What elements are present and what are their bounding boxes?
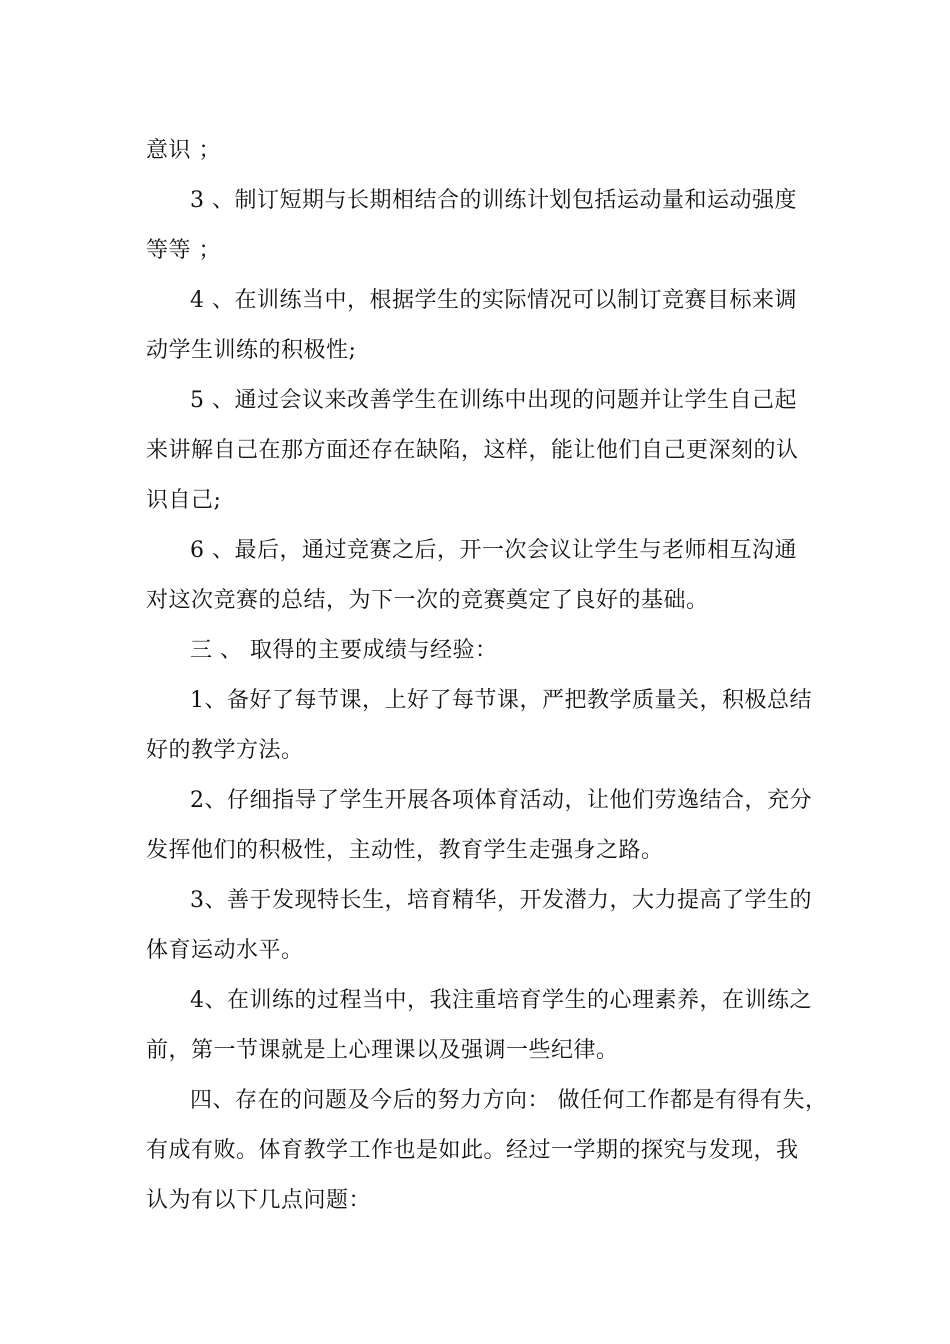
text-line: 好的教学方法。: [146, 738, 304, 763]
text-line: 3 、制订短期与长期相结合的训练计划包括运动量和运动强度: [190, 188, 797, 213]
text-line: 识自己;: [146, 488, 222, 513]
text-line: 体育运动水平。: [146, 938, 304, 963]
text-line: 1、备好了每节课，上好了每节课，严把教学质量关，积极总结: [190, 688, 812, 713]
text-line: 来讲解自己在那方面还存在缺陷，这样，能让他们自己更深刻的认: [146, 438, 799, 463]
text-line: 5 、通过会议来改善学生在训练中出现的问题并让学生自己起: [190, 388, 797, 413]
text-line: 意识 ；: [146, 138, 221, 163]
text-line: 发挥他们的积极性，主动性，教育学生走强身之路。: [146, 838, 664, 863]
text-line: 等等 ；: [146, 238, 221, 263]
section-heading: 三 、 取得的主要成绩与经验：: [190, 638, 498, 663]
text-line: 6 、最后，通过竞赛之后，开一次会议让学生与老师相互沟通: [190, 538, 797, 563]
text-line: 有成有败。体育教学工作也是如此。经过一学期的探究与发现，我: [146, 1138, 799, 1163]
text-line: 4 、在训练当中，根据学生的实际情况可以制订竞赛目标来调: [190, 288, 797, 313]
text-line: 3、善于发现特长生，培育精华，开发潜力，大力提高了学生的: [190, 888, 812, 913]
text-line: 对这次竞赛的总结，为下一次的竞赛奠定了良好的基础。: [146, 588, 709, 613]
section-heading: 四、存在的问题及今后的努力方向： 做任何工作都是有得有失，: [190, 1088, 828, 1113]
text-line: 动学生训练的积极性;: [146, 338, 357, 363]
text-line: 2、仔细指导了学生开展各项体育活动，让他们劳逸结合，充分: [190, 788, 812, 813]
text-line: 前，第一节课就是上心理课以及强调一些纪律。: [146, 1038, 619, 1063]
text-line: 认为有以下几点问题：: [146, 1188, 372, 1213]
text-line: 4、在训练的过程当中，我注重培育学生的心理素养，在训练之: [190, 988, 812, 1013]
